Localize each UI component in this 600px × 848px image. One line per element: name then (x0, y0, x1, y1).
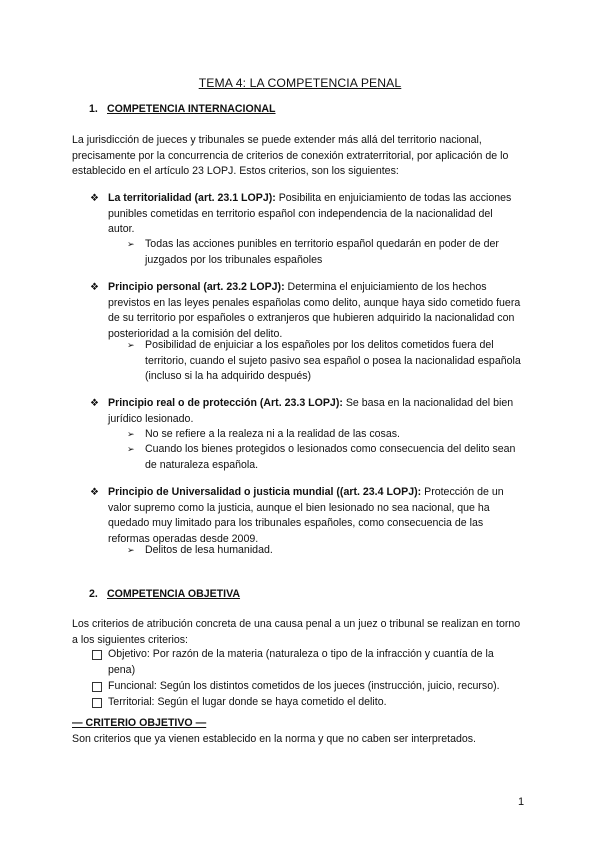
bullet-text: Protección de un valor supremo como la justicia, aunque el bien lesionado no sea nacional, que ha quedado muy limitado para los tribunales españoles, como consecuencia de las reformas operadas desde 2009. (108, 486, 504, 545)
arrow-bullet-icon: ➢ (127, 340, 135, 350)
section-2-heading (89, 588, 240, 600)
checkbox-icon (92, 682, 102, 692)
arrow-bullet-icon: ➢ (127, 429, 135, 439)
checklist-text: Territorial: Según el lugar donde se haya cometido el delito. (108, 696, 387, 708)
checklist-text: Objetivo: Por razón de la materia (naturaleza o tipo de la infracción y cuantía de la pena) (108, 648, 494, 676)
sub-bullet (127, 338, 522, 385)
sub-bullet (127, 427, 522, 443)
checklist-item (92, 679, 522, 695)
bullet-label: Principio personal (art. 23.2 LOPJ): (108, 281, 285, 293)
diamond-bullet-icon: ❖ (90, 398, 99, 409)
diamond-bullet-icon: ❖ (90, 282, 99, 293)
section-number: 2. (89, 588, 98, 600)
bullet-principio-real (90, 396, 522, 427)
criterio-heading: — CRITERIO OBJETIVO — (72, 717, 207, 729)
bullet-principio-personal (90, 280, 522, 342)
checkbox-icon (92, 698, 102, 708)
sub-bullet-text: Cuando los bienes protegidos o lesionados como consecuencia del delito sean de naturaleza española. (145, 443, 516, 471)
bullet-territorialidad (90, 191, 522, 238)
checkbox-icon (92, 650, 102, 660)
arrow-bullet-icon: ➢ (127, 545, 135, 555)
section-title: COMPETENCIA OBJETIVA (107, 588, 241, 600)
section-2-intro: Los criterios de atribución concreta de una causa penal a un juez o tribunal se realizan en torno a los siguientes criterios: (72, 618, 521, 646)
sub-bullet-text: Posibilidad de enjuiciar a los españoles por los delitos cometidos fuera del territorio, cuando el sujeto pasivo sea español o posea la nacionalidad española (incluso si la ha adquirido después) (145, 339, 521, 382)
arrow-bullet-icon: ➢ (127, 239, 135, 249)
bullet-text: Determina el enjuiciamiento de los hechos previstos en las leyes penales españolas como delito, aunque haya sido cometido fuera de su territorio por españoles o extranjeros que hubieren adquirido la nacionalidad con posterioridad a la comisión del delito. (108, 281, 521, 340)
section-title: COMPETENCIA INTERNACIONAL (107, 103, 276, 115)
bullet-text: Posibilita en enjuiciamiento de todas las acciones punibles cometidas en territorio español con independencia de la nacionalidad del autor. (108, 192, 512, 235)
checklist-item (92, 695, 522, 711)
sub-bullet-text: Delitos de lesa humanidad. (145, 544, 273, 556)
arrow-bullet-icon: ➢ (127, 444, 135, 454)
diamond-bullet-icon: ❖ (90, 487, 99, 498)
sub-bullet (127, 442, 522, 473)
page-title: TEMA 4: LA COMPETENCIA PENAL (198, 76, 402, 90)
bullet-label: Principio real o de protección (Art. 23.3 LOPJ): (108, 397, 343, 409)
section-1-intro: La jurisdicción de jueces y tribunales se puede extender más allá del territorio nacional, precisamente por la concurrencia de criterios de conexión extraterritorial, por aplicación de lo establecido en el artículo 23 LOPJ. Estos criterios, son los siguientes: (72, 134, 509, 177)
page-number: 1 (518, 796, 525, 808)
sub-bullet (127, 543, 522, 559)
checklist-text: Funcional: Según los distintos cometidos de los jueces (instrucción, juicio, recurso). (108, 680, 500, 692)
bullet-label: Principio de Universalidad o justicia mundial ((art. 23.4 LOPJ): (108, 486, 422, 498)
bullet-text: Se basa en la nacionalidad del bien jurídico lesionado. (108, 397, 514, 425)
checklist-item (92, 647, 522, 678)
section-number: 1. (89, 103, 98, 115)
criterio-text: Son criterios que ya vienen establecido en la norma y que no caben ser interpretados. (72, 733, 476, 745)
bullet-label: La territorialidad (art. 23.1 LOPJ): (108, 192, 276, 204)
section-1-heading (89, 103, 276, 115)
sub-bullet-text: No se refiere a la realeza ni a la realidad de las cosas. (145, 428, 400, 440)
sub-bullet-text: Todas las acciones punibles en territorio español quedarán en poder de der juzgados por los tribunales españoles (145, 238, 499, 266)
diamond-bullet-icon: ❖ (90, 193, 99, 204)
bullet-principio-universalidad (90, 485, 522, 547)
sub-bullet (127, 237, 522, 268)
